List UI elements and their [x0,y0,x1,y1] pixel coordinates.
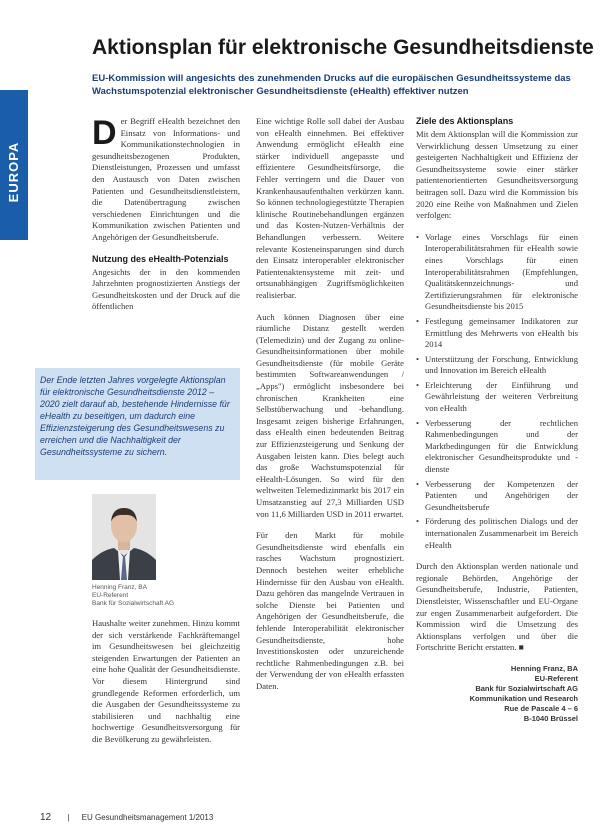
paragraph-intro [92,116,240,244]
dropcap: D [92,114,117,152]
portrait-image [92,494,156,580]
intro-text: er Begriff eHealth bezeichnet den Einsatz von Informations- und Kommunikationstechnologien in gesundheitsbezogenen Produkten, Dienstleistungen, Prozessen und umfasst den Austausch von Daten zwischen Patienten und Gesundheitsdienstleistern, die Datenübertragung zwischen verschiedenen Einrichtungen und die Kommunikation zwischen Patienten und Angehörigen der Gesundheitsberufe. [92,116,240,242]
paragraph-markt: Für den Markt für mobile Gesundheitsdienste wird ebenfalls ein rasches Wachstum prognostiziert. Dennoch bestehen weiter erhebliche Hindernisse für den Ausbau von eHealth. Dazu gehören das mangelnde Vertrauen in solche Dienste bei Patienten und Angehörigen der Gesundheitsberufe, die fehlende Interoperabilität elektronischer Gesundheitsdienste, hohe Investitionskosten oder unzureichende rechtliche Rahmenbedingungen z.B. bei der Verwendung der von eHealth erfassten Daten. [256,530,404,691]
subhead-nutzung: Nutzung des eHealth-Potenzials [92,253,229,264]
pull-quote: Der Ende letzten Jahres vorgelegte Aktionsplan für elektronische Gesundheitsdienste 2012 – 2020 zielt darauf ab, bestehende Hindernisse für eHealth zu beseitigen, um dadurch eine Effizienzsteigerung des Gesundheitswesens zu erreichen und die Nachhaltigkeit der Gesundheitssysteme zu sichern. [40,375,230,457]
caption-name: Henning Franz, BA [92,584,147,591]
paragraph-diagnosen: Auch können Diagnosen über eine räumliche Distanz gestellt werden (Telemedizin) und der Zugang zu online-Gesundheitsinformationen über mobile Gesundheitsdienste (für mobile Geräte bestimmten Softwareanwendungen / „Apps") ermöglicht insbesondere bei chronischen Krankheiten eine Selbstüberwachung und -behandlung. Insgesamt zeigen bisherige Erfahrungen, dass eHealth einen bedeutenden Beitrag zur Effizienzsteigerung und Senkung der Ausgaben leisten kann. Dies belegt auch das große Wachstumspotenzial für eHealth-Lösungen. So wird für den weltweiten Telemedizinmarkt bis 2017 ein Umsatzanstieg auf 27,3 Milliarden USD von 11,6 Milliarden USD in 2011 erwartet. [256,311,404,519]
signature-role: EU-Referent [534,673,578,683]
paragraph-rolle: Eine wichtige Rolle soll dabei der Ausbau von eHealth einnehmen. Bei effektiver Anwendung ermöglicht eHealth eine stärker individuell angepasste und effizientere Gesundheitsfürsorge, die Fehler verringern und die Dauer von Krankenhausaufenthalten verkürzen kann. So können technologiegestützte Therapien klinische Routinebehandlungen ergänzen und das Kosten-Nutzen-Verhältnis der Behandlungen verbessern. Weitere relevante Kosteneinsparungen sind durch den Einsatz interoperabler elektronischer Patientenaktensysteme mit zeit- und ortsunabhängigen Zugriffsmöglichkeiten realisierbar. [256,116,404,300]
list-item: • Förderung des politischen Dialogs und der internationalen Zusammenarbeit im Bereich eHealth [416,516,578,551]
column-2 [256,116,404,703]
page-footer [40,812,213,823]
page-number: 12 [40,812,52,823]
signature-org: Bank für Sozialwirtschaft AG [475,683,578,693]
caption-role: EU-Referent [92,592,129,599]
column-1-continued [92,618,240,756]
column-3 [416,116,578,724]
list-item: • Verbesserung der Kompetenzen der Patienten und Angehörigen der Gesundheitsberufe [416,479,578,514]
signature-name: Henning Franz, BA [510,663,578,673]
article-title: Aktionsplan für elektronische Gesundheitsdienste [92,36,594,59]
paragraph-closing: Durch den Aktionsplan werden nationale und regionale Behörden, Angehörige der Gesundheitsberufe, Industrie, Patienten, Dienstleister, Wissenschaftler und EU-Organe zur engen Zusammenarbeit aufgefordert. Die Kommission wird die Umsetzung des Aktionsplans verfolgen und über die Fortschritte Bericht erstatten. ■ [416,561,578,653]
signature-dept: Kommunikation und Research [469,693,578,703]
paragraph-nutzung: Angesichts der in den kommenden Jahrzehnten prognostizierten Anstiegs der Gesundheitskosten und der Druck auf die öffentlichen [92,266,240,312]
article-lead: EU-Kommission will angesichts des zunehmenden Drucks auf die europäischen Gesundheitssysteme das Wachstumspotenzial elektronischer Gesundheitsdienste (eHealth) effektiver nutzen [92,73,571,97]
author-signature [416,664,578,724]
author-portrait [92,494,156,580]
footer-separator: | [67,813,70,822]
paragraph-haushalte: Haushalte weiter zunehmen. Hinzu kommt der sich verstärkende Fachkräftemangel im Gesundheitswesen bei gleichzeitig steigenden Erwartungen der Patienten an eine hohe Qualität der Gesundheitsdienste. Vor diesem Hintergrund sind grundlegende Reformen erforderlich, um die Ausgaben der Gesundheitssysteme zu stabilisieren und nachhaltig eine hochwertige Gesundheitsversorgung für die Bevölkerung zu gewährleisten. [92,618,240,744]
list-item: • Unterstützung der Forschung, Entwicklung und Innovation im Bereich eHealth [416,354,578,377]
list-item: • Vorlage eines Vorschlags für einen Interoperabilitätsrahmen für eHealth sowie eines Vorschlags für einen Interoperabilitätsrahmen (Empfehlungen, Qualitätskennzeichnungs- und Zertifizierungsrahmen für elektronische Gesundheitsdienste bis 2015 [416,232,578,313]
caption-org: Bank für Sozialwirtschaft AG [92,600,175,607]
subhead-ziele: Ziele des Aktionsplans [416,116,514,126]
list-item: • Verbesserung der rechtlichen Rahmenbedingungen und der Marktbedingungen für die Entwicklung elektronischer Gesundheitsprodukte und -dienste [416,418,578,476]
paragraph-ziele: Mit dem Aktionsplan will die Kommission zur Verwirklichung dessen Umsetzung zu einer gesteigerten Nachhaltigkeit und Effizienz der Gesundheitssysteme sowie einer stärker patientenorientierten Gesundheitsversorgung beitragen soll. Dazu wird die Kommission bis 2020 eine Reihe von Maßnahmen und Zielen verfolgen: [416,129,578,221]
signature-address: Rue de Pascale 4 – 6 [504,703,578,713]
goals-list [416,232,578,551]
section-label: EUROPA AKTUELL [6,138,45,206]
column-1 [92,116,240,323]
list-item: • Erleichterung der Einführung und Gewährleistung der weiteren Verbreitung von eHealth [416,380,578,415]
publication-name: EU Gesundheitsmanagement 1/2013 [81,813,214,822]
list-item: • Festlegung gemeinsamer Indikatoren zur Ermittlung des Mehrwerts von eHealth bis 2014 [416,316,578,351]
signature-city: B-1040 Brüssel [523,713,578,723]
portrait-caption [92,584,242,608]
